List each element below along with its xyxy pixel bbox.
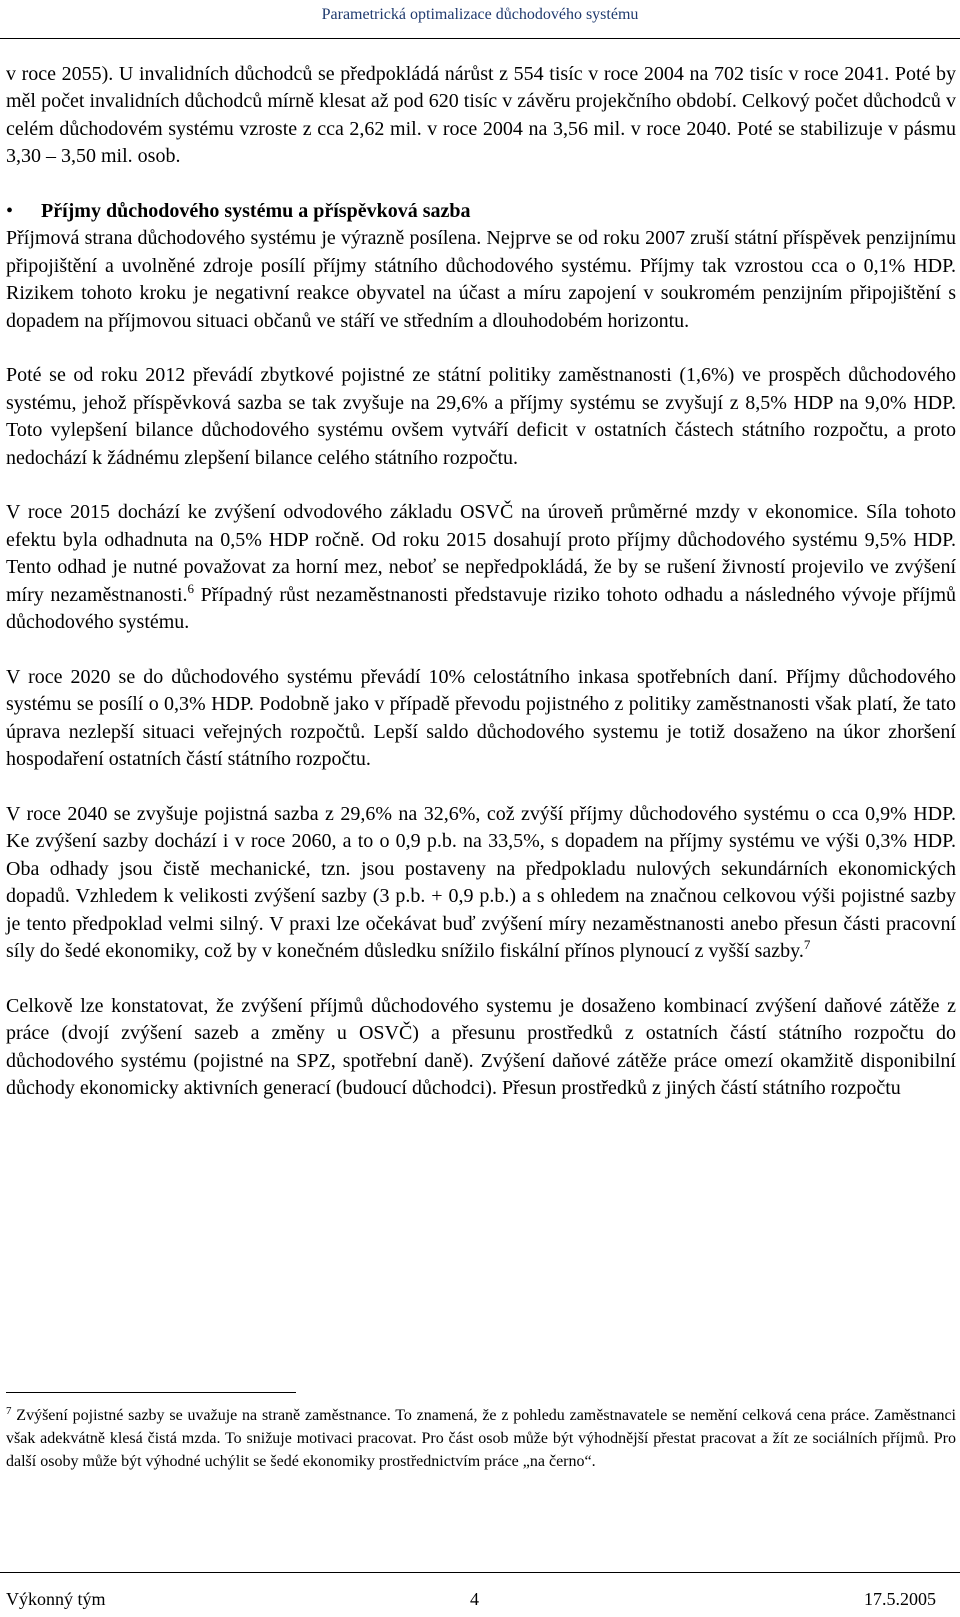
footnote-ref-7[interactable]: 7 (803, 936, 811, 952)
document-body (6, 61, 956, 1102)
paragraph-revenue-2: Poté se od roku 2012 převádí zbytkové pojistné ze státní politiky zaměstnanosti (1,6%) ve prospěch důchodového systému, jehož příspěvková sazba se tak zvyšuje na 29,6% a příjmy systému se zvyšují z 8,5% HDP na 9,0% HDP. Toto vylepšení bilance důchodového systému ovšem vytváří deficit v ostatních částech státního rozpočtu, a proto nedochází k žádnému zlepšení bilance celého státního rozpočtu. (6, 364, 956, 469)
section-heading (6, 198, 956, 225)
footnote-number: 7 (6, 1405, 12, 1417)
footer-author: Výkonný tým (6, 1589, 106, 1609)
paragraph-revenue-3 (6, 499, 956, 636)
paragraph-revenue-4: V roce 2020 se do důchodového systému převádí 10% celostátního inkasa spotřebních daní. Příjmy důchodového systému se posílí o 0,3% HDP. Podobně jako v případě převodu pojistného z politiky zaměstnanosti však platí, že tato úprava nezlepší situaci veřejných rozpočtů. Lepší saldo důchodového systemu je totiž dosaženo na úkor zhoršení hospodaření ostatních částí státního rozpočtu. (6, 665, 956, 771)
header-divider (0, 38, 960, 39)
spacer (6, 171, 956, 198)
footnote-divider (6, 1392, 296, 1393)
paragraph-revenue-5-text: V roce 2040 se zvyšuje pojistná sazba z 29,6% na 32,6%, což zvýší příjmy důchodového systému o cca 0,9% HDP. Ke zvýšení sazby dochází i v roce 2060, a to o 0,9 p.b. na 33,5%, s dopadem na příjmy systému ve výši 0,3% HDP. Oba odhady jsou čistě mechanické, tzn. jsou postaveny na předpokladu nulových sekundárních ekonomických dopadů. Vzhledem k velikosti zvýšení sazby (3 p.b. + 0,9 p.b.) a s ohledem na značnou celkovou výši pojistné sazby je tento předpoklad velmi silný. V praxi lze očekávat buď zvýšení míry nezaměstnanosti anebo přesun části pracovní síly do šedé ekonomiky, což by v konečném důsledku snížilo fiskální přínos plynoucí z vyšší sazby. (6, 802, 956, 962)
footnote-text: Zvýšení pojistné sazby se uvažuje na straně zaměstnance. To znamená, že z pohledu zaměstnavatele se nemění celková cena práce. Zaměstnanci však adekvátně klesá čistá mzda. To snižuje motivaci pracovat. Pro část osob může být výhodnější přestat pracovat a žít ze sociálních příjmů. Pro další osoby může být výhodné uchýlit se šedé ekonomiky prostřednictvím práce „na černo“. (6, 1407, 956, 1470)
page-number: 4 (470, 1589, 479, 1609)
paragraph-revenue-5 (6, 801, 956, 965)
section-heading-text: Příjmy důchodového systému a příspěvková sazba (41, 200, 471, 223)
running-header: Parametrická optimalizace důchodového systému (321, 6, 639, 23)
footer-divider (0, 1572, 960, 1573)
paragraph-intro: v roce 2055). U invalidních důchodců se předpokládá nárůst z 554 tisíc v roce 2004 na 702 tisíc v roce 2041. Poté by měl počet invalidních důchodců mírně klesat až pod 620 tisíc v závěru projekčního období. Celkový počet důchodců v celém důchodovém systému vzroste z cca 2,62 mil. v roce 2004 na 3,56 mil. v roce 2040. Poté se stabilizuje v pásmu 3,30 – 3,50 mil. osob. (6, 63, 956, 168)
paragraph-revenue-6: Celkově lze konstatovat, že zvýšení příjmů důchodového systemu je dosaženo kombinací zvýšení daňové zátěže z práce (dvojí zvýšení sazeb a změny u OSVČ) a přesunu prostředků z ostatních částí státního rozpočtu do důchodového systému (pojistné na SPZ, spotřební daně). Zvýšení daňové zátěže práce omezí okamžitě disponibilní důchody ekonomicky aktivních generací (budoucí důchodci). Přesun prostředků z jiných částí státního rozpočtu (6, 994, 956, 1099)
paragraph-revenue-3-a: V roce 2015 dochází ke zvýšení odvodového základu OSVČ na úroveň průměrné mzdy v ekonomice. Síla tohoto efektu byla odhadnuta na 0,5% HDP ročně. Od roku 2015 dosahují proto příjmy důchodového systému 9,5% HDP. Tento odhad je nutné považovat za horní mez, neboť se nepředpokládá, že by se rušení živností projevilo ve zvýšení míry nezaměstnanosti. (6, 501, 956, 606)
footnote-7 (6, 1404, 956, 1473)
footer-date: 17.5.2005 (864, 1589, 936, 1609)
footnote-ref-6[interactable]: 6 (187, 580, 195, 596)
paragraph-revenue-3-b: Případný růst nezaměstnanosti představuje riziko tohoto odhadu a následného vývoje příjmů důchodového systému. (6, 583, 956, 634)
paragraph-revenue-1: Příjmová strana důchodového systému je výrazně posílena. Nejprve se od roku 2007 zruší státní příspěvek penzijnímu připojištění a uvolněné zdroje posílí příjmy státního důchodového systému. Příjmy tak vzrostou cca o 0,1% HDP. Rizikem tohoto kroku je negativní reakce obyvatel na účast a míru zapojení v soukromém penzijním připojištění s dopadem na příjmovou situaci občanů ve stáří ve středním a dlouhodobém horizontu. (6, 227, 956, 332)
bullet-icon: • (6, 200, 14, 223)
